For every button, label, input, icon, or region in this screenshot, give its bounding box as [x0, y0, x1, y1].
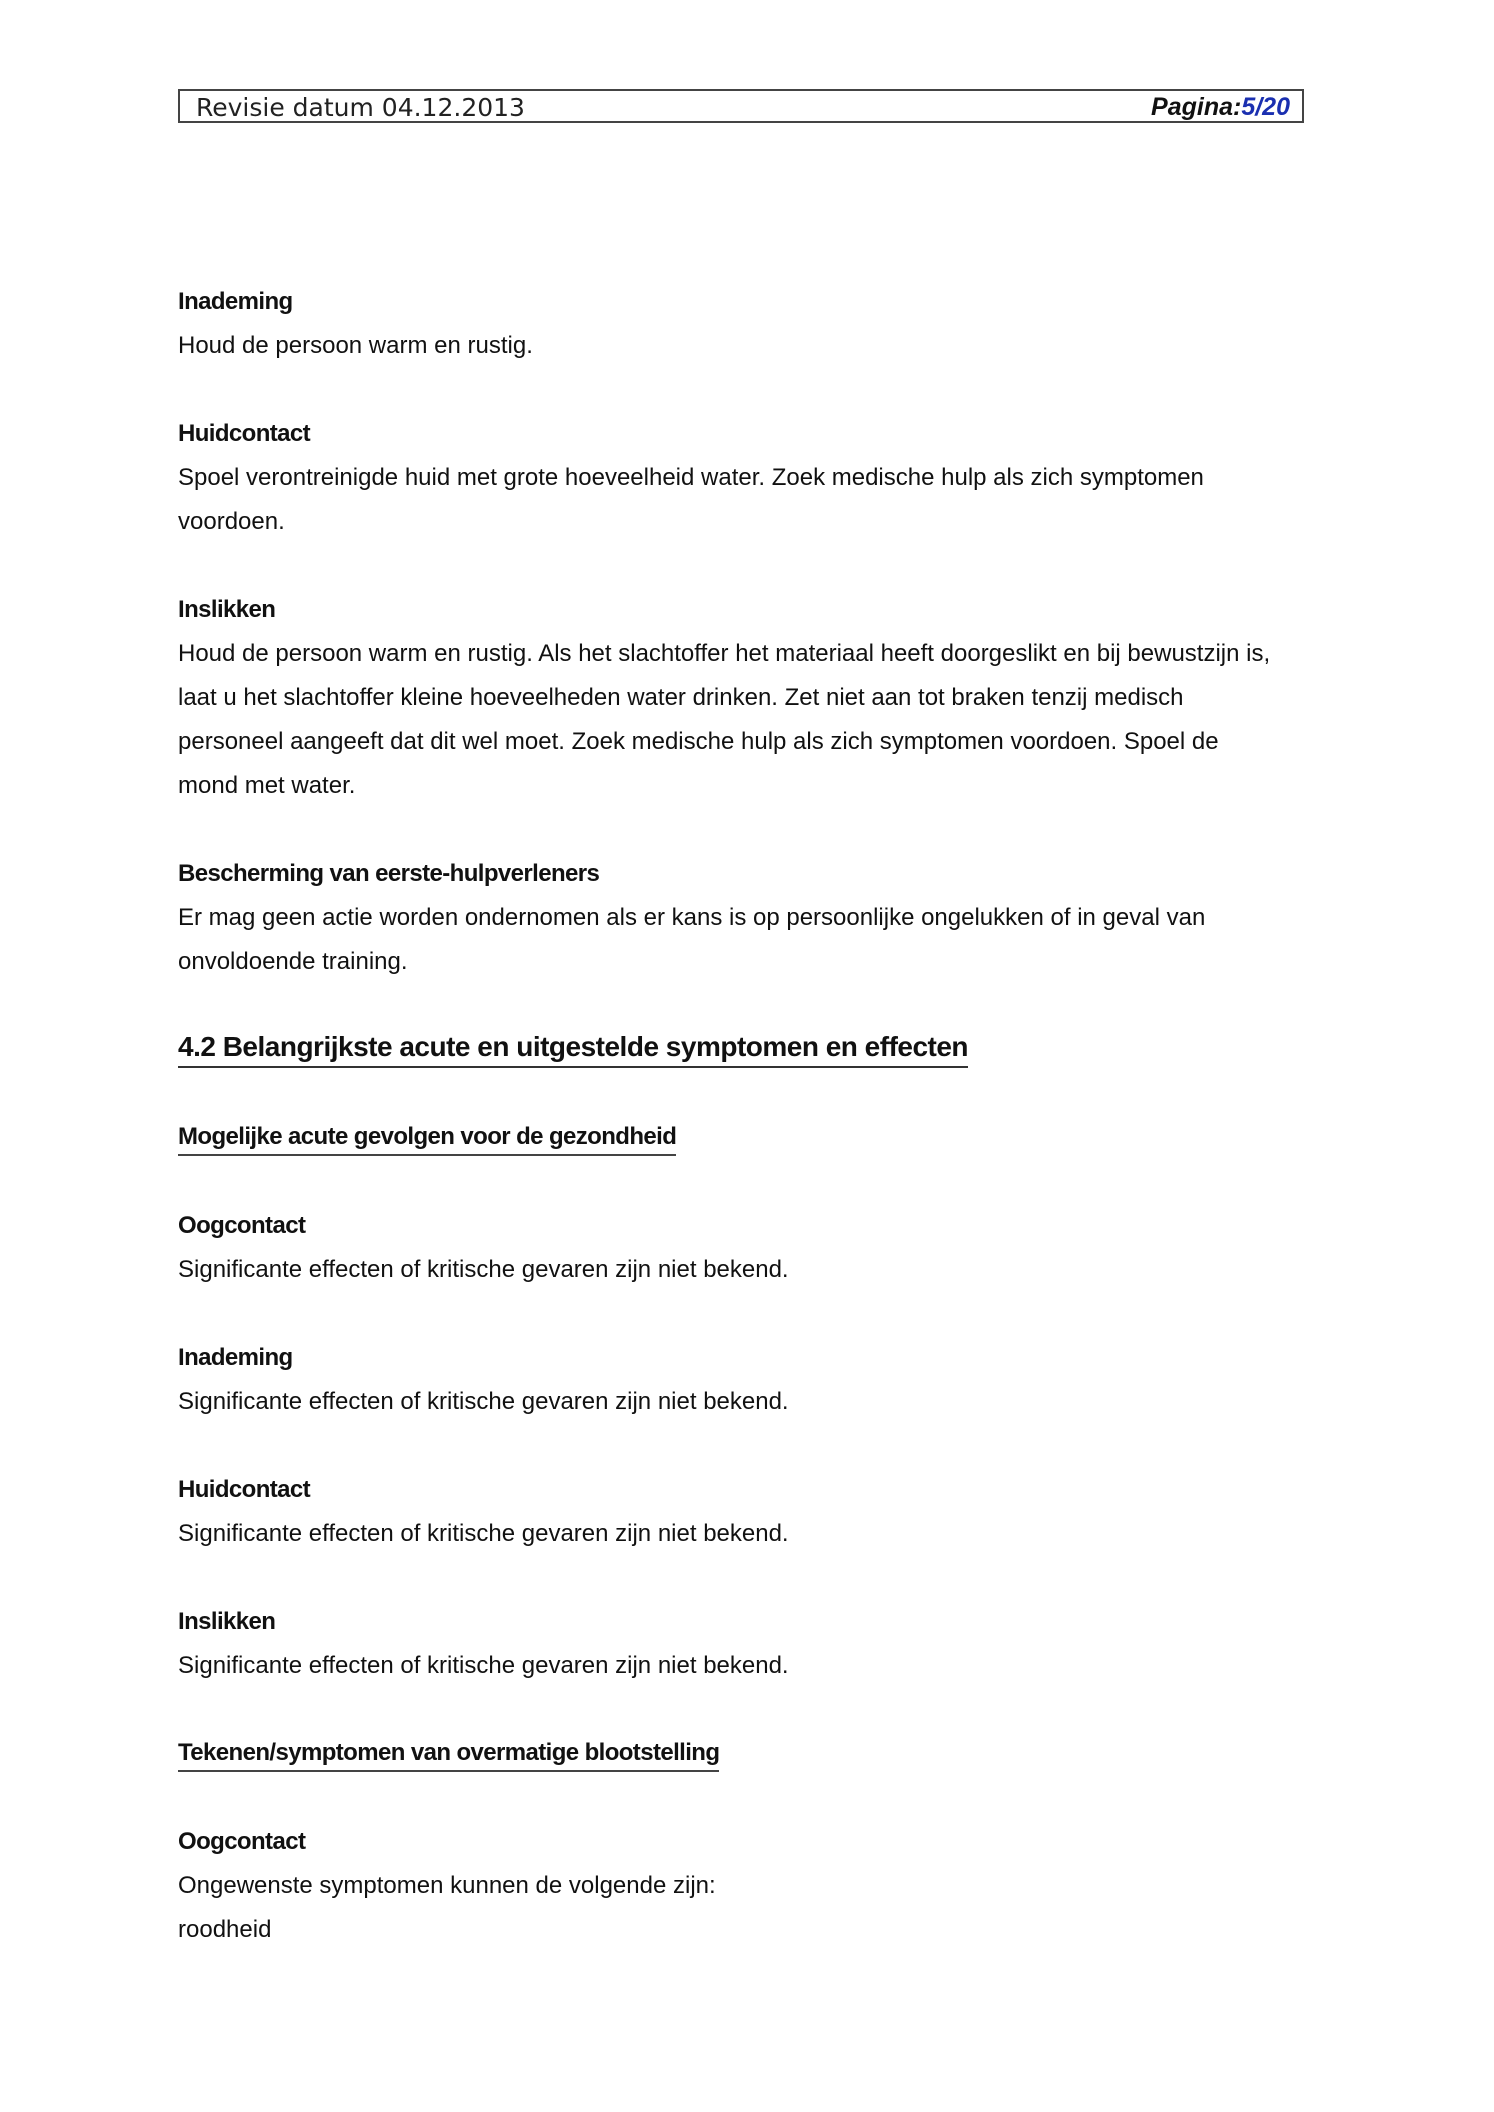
paragraph-oogcontact-3-line2: roodheid	[178, 1916, 272, 1943]
page-indicator	[1151, 93, 1290, 122]
paragraph-huidcontact-line1: Spoel verontreinigde huid met grote hoeveelheid water. Zoek medische hulp als zich symptomen	[178, 464, 1204, 491]
paragraph-inademing-2: Significante effecten of kritische gevaren zijn niet bekend.	[178, 1388, 789, 1415]
paragraph-bescherming-line1: Er mag geen actie worden ondernomen als er kans is op persoonlijke ongelukken of in geval van	[178, 904, 1206, 931]
heading-inslikken: Inslikken	[178, 596, 276, 623]
revision-date: Revisie datum 04.12.2013	[196, 93, 525, 122]
heading-oogcontact: Oogcontact	[178, 1212, 306, 1239]
page-label: Pagina:	[1151, 93, 1242, 121]
paragraph-inslikken-line1: Houd de persoon warm en rustig. Als het slachtoffer het materiaal heeft doorgeslikt en bij bewustzijn is,	[178, 640, 1271, 667]
page-header	[178, 89, 1304, 123]
heading-oogcontact-3: Oogcontact	[178, 1828, 306, 1855]
subheading-overexposure-signs: Tekenen/symptomen van overmatige blootstelling	[178, 1736, 719, 1772]
heading-inademing: Inademing	[178, 288, 293, 315]
heading-huidcontact-2: Huidcontact	[178, 1476, 311, 1503]
paragraph-inslikken-line4: mond met water.	[178, 772, 356, 799]
paragraph-huidcontact-line2: voordoen.	[178, 508, 285, 535]
heading-huidcontact: Huidcontact	[178, 420, 311, 447]
paragraph-inslikken-line3: personeel aangeeft dat dit wel moet. Zoek medische hulp als zich symptomen voordoen. Spoel de	[178, 728, 1219, 755]
paragraph-oogcontact: Significante effecten of kritische gevaren zijn niet bekend.	[178, 1256, 789, 1283]
page-number: 5/20	[1241, 93, 1290, 121]
heading-inademing-2: Inademing	[178, 1344, 293, 1371]
section-title-4-2: 4.2 Belangrijkste acute en uitgestelde symptomen en effecten	[178, 1028, 968, 1068]
heading-inslikken-2: Inslikken	[178, 1608, 276, 1635]
paragraph-inademing: Houd de persoon warm en rustig.	[178, 332, 533, 359]
paragraph-huidcontact-2: Significante effecten of kritische gevaren zijn niet bekend.	[178, 1520, 789, 1547]
subheading-acute-effects: Mogelijke acute gevolgen voor de gezondheid	[178, 1120, 676, 1156]
heading-bescherming: Bescherming van eerste-hulpverleners	[178, 860, 600, 887]
paragraph-bescherming-line2: onvoldoende training.	[178, 948, 408, 975]
paragraph-inslikken-2: Significante effecten of kritische gevaren zijn niet bekend.	[178, 1652, 789, 1679]
paragraph-inslikken-line2: laat u het slachtoffer kleine hoeveelheden water drinken. Zet niet aan tot braken tenzij medisch	[178, 684, 1184, 711]
paragraph-oogcontact-3-line1: Ongewenste symptomen kunnen de volgende zijn:	[178, 1872, 716, 1899]
document-body	[178, 280, 1338, 1952]
